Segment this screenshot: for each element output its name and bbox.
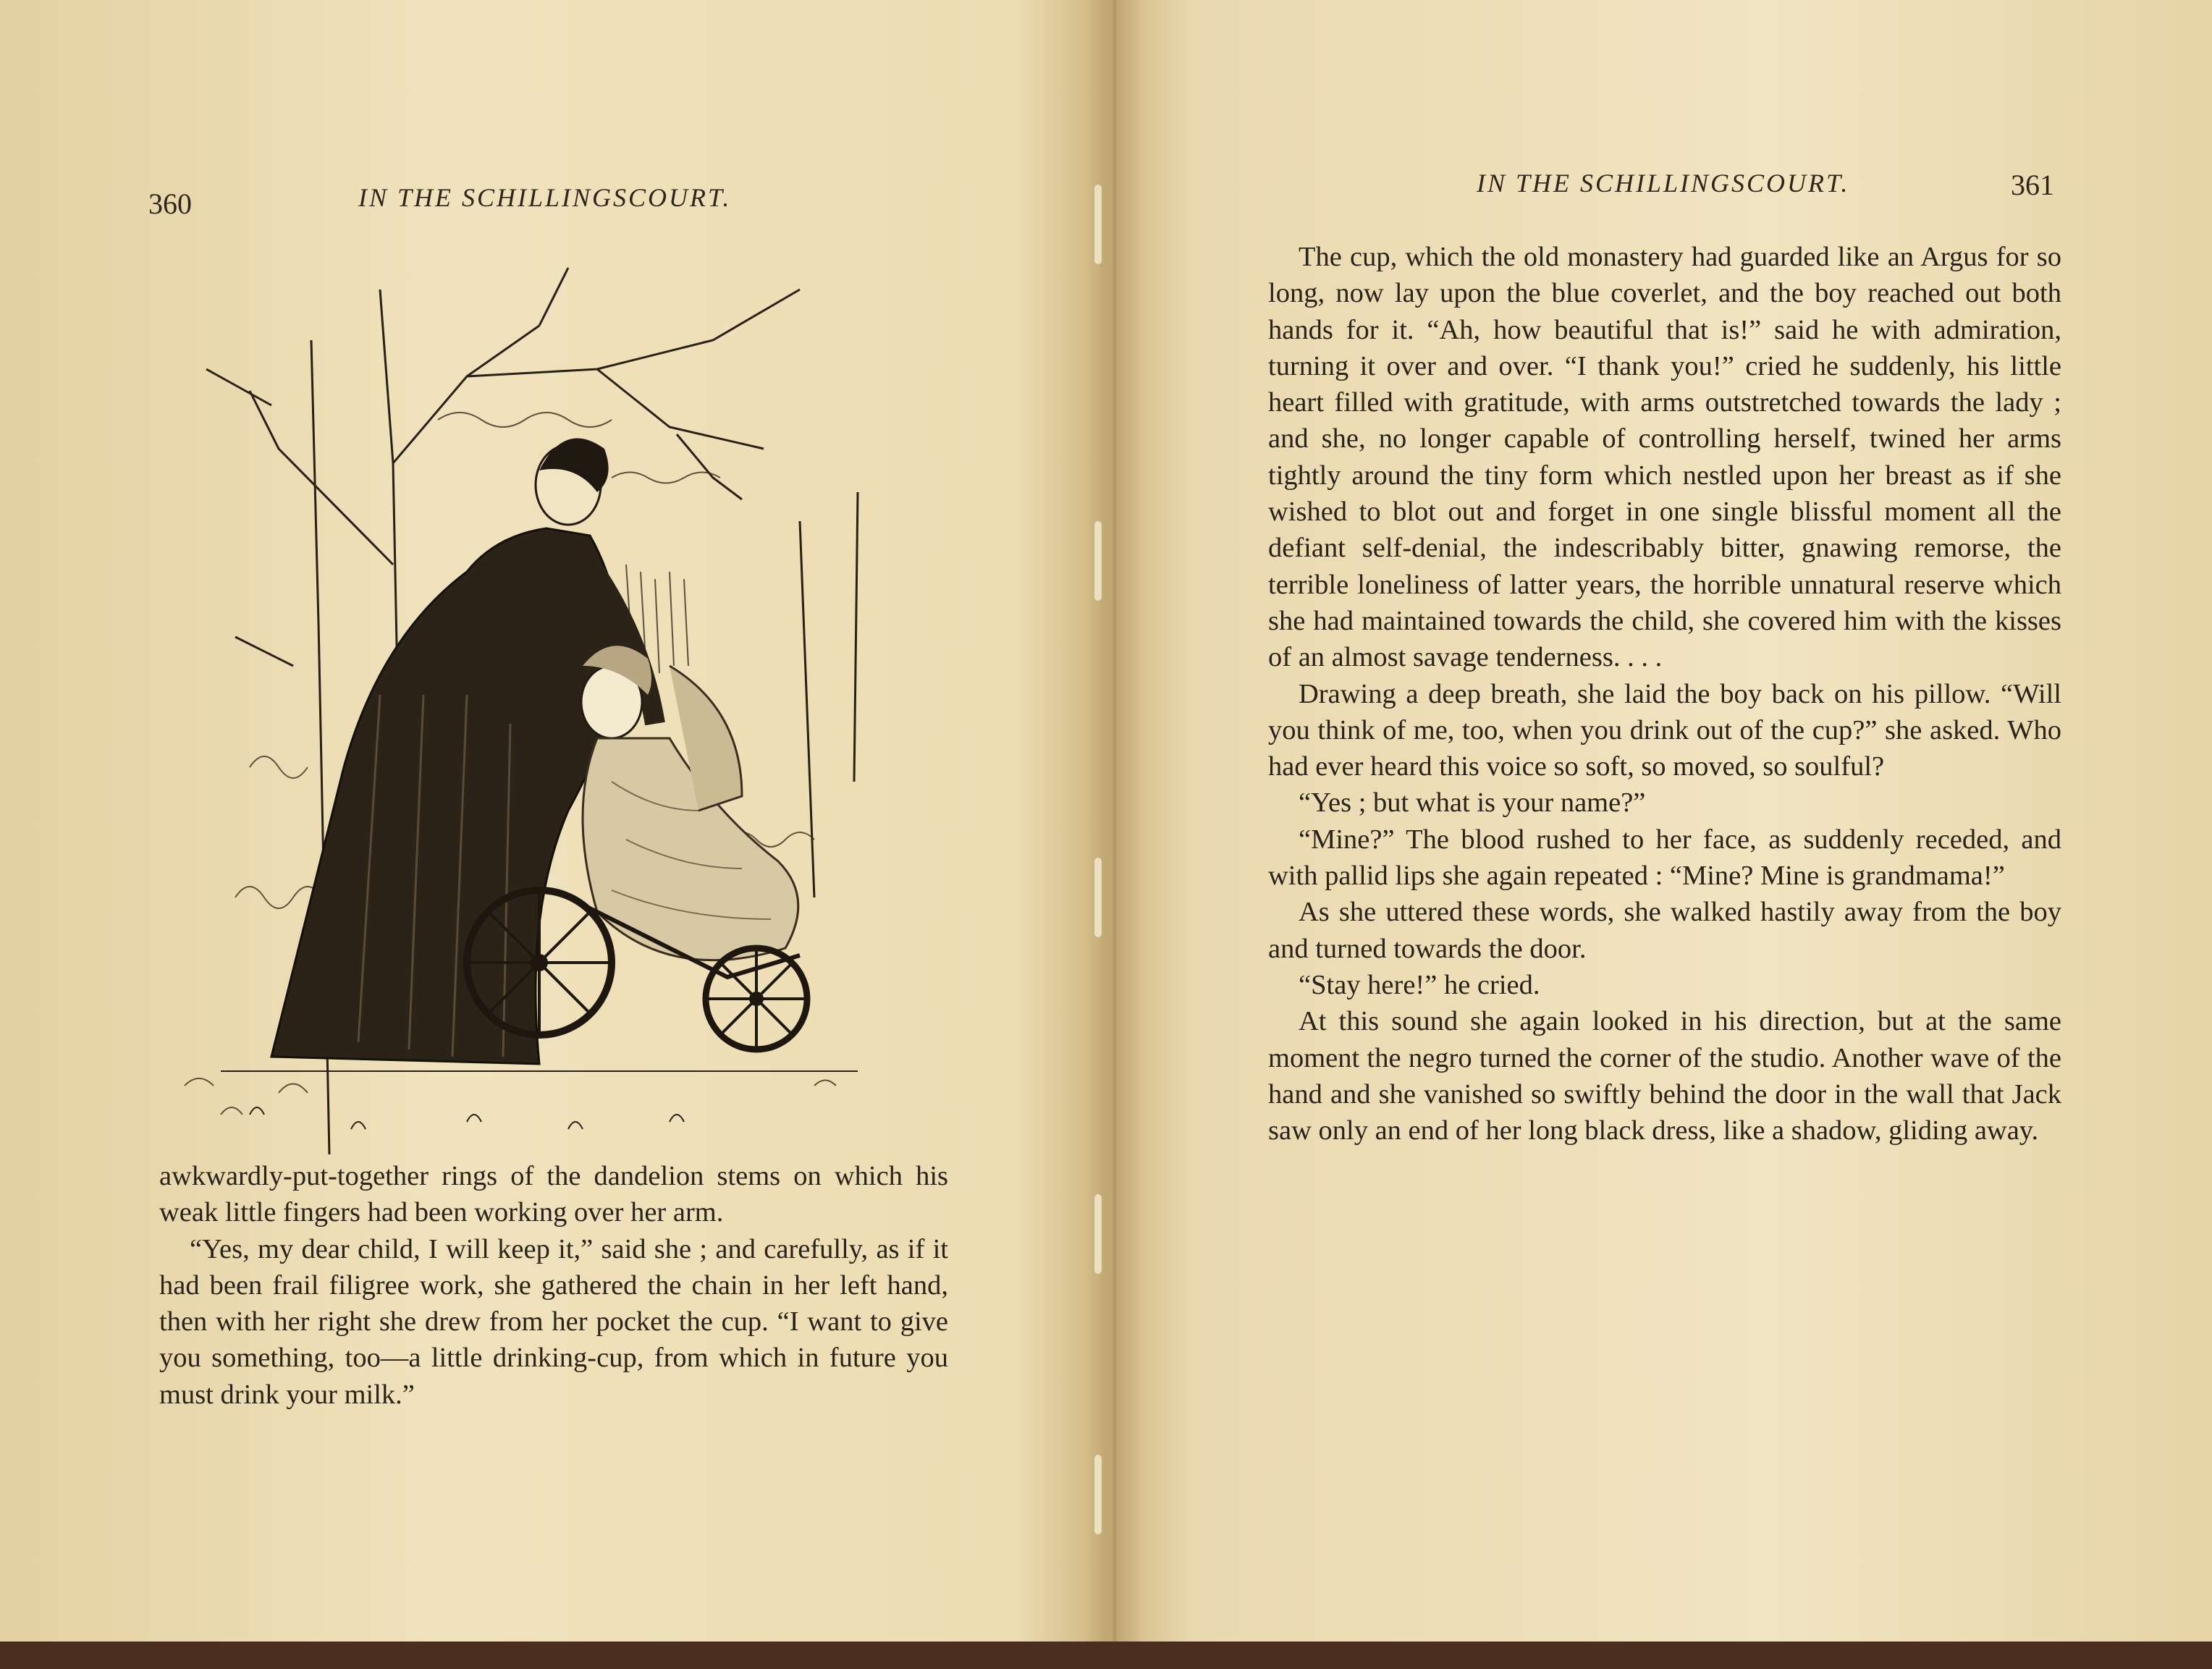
paragraph: The cup, which the old monastery had guarded like an Argus for so long, now lay upon the blue coverlet, and the boy reached out both hands for it. “Ah, how beautiful that is!” said he with admiration, turning it over and over. “I thank you!” cried he suddenly, his little heart filled with gratitude, with arms outstretched towards the lady ; and she, no longer capable of controlling herself, twined her arms tightly around the tiny form which nestled upon her breast as if she wished to blot out and forget in one single blissful moment all the defiant self-denial, the indescribably bitter, gnawing remorse, the terrible loneliness of latter years, the horrible unnatural reserve which she had maintained towards the child, she covered him with the kisses of an almost savage tenderness. . . . bbox=[1268, 242, 2061, 673]
paragraph: “Stay here!” he cried. bbox=[1299, 969, 1540, 1000]
right-page-number: 361 bbox=[2011, 169, 2054, 201]
binding-stitch bbox=[1094, 185, 1102, 264]
binding-stitch bbox=[1094, 1194, 1102, 1274]
left-page-number: 360 bbox=[148, 187, 192, 220]
binding-stitch bbox=[1094, 1455, 1102, 1534]
right-page-text bbox=[1268, 239, 2061, 1149]
right-running-head: IN THE SCHILLINGSCOURT. bbox=[1477, 169, 1850, 198]
binding-stitch bbox=[1094, 858, 1102, 937]
ground-strokes bbox=[221, 1071, 858, 1129]
paragraph: Drawing a deep breath, she laid the boy back on his pillow. “Will you think of me, too, when you drink out of the cup?” she asked. Who had ever heard this voice so soft, so moved, so soulful? bbox=[1268, 678, 2061, 782]
paragraph: As she uttered these words, she walked hastily away from the boy and turned towards the door. bbox=[1268, 897, 2061, 964]
left-running-head: IN THE SCHILLINGSCOURT. bbox=[358, 183, 732, 212]
binding-stitch bbox=[1094, 521, 1102, 601]
paragraph: awkwardly-put-together rings of the dandelion stems on which his weak little fingers had been working over her arm. bbox=[159, 1161, 948, 1228]
engraving-woman-with-child-in-wheelchair-icon bbox=[163, 261, 916, 1154]
paragraph: “Yes, my dear child, I will keep it,” said she ; and carefully, as if it had been frail filigree work, she gathered the chain in her left hand, then with her right she drew from her pocket the cup. “I want to give you something, too—a little drinking-cup, from which in future you must drink your milk.” bbox=[159, 1233, 948, 1410]
paragraph: At this sound she again looked in his direction, but at the same moment the negro turned the corner of the studio. Another wave of the hand and she vanished so swiftly behind the door in the wall that Jack saw only an end of her long black dress, like a shadow, gliding away. bbox=[1268, 1006, 2061, 1146]
cover-edge bbox=[0, 1641, 2212, 1669]
left-page-text bbox=[159, 1158, 948, 1413]
paragraph: “Mine?” The blood rushed to her face, as suddenly receded, and with pallid lips she again repeated : “Mine? Mine is grandmama!” bbox=[1268, 824, 2061, 892]
paragraph: “Yes ; but what is your name?” bbox=[1299, 787, 1646, 819]
